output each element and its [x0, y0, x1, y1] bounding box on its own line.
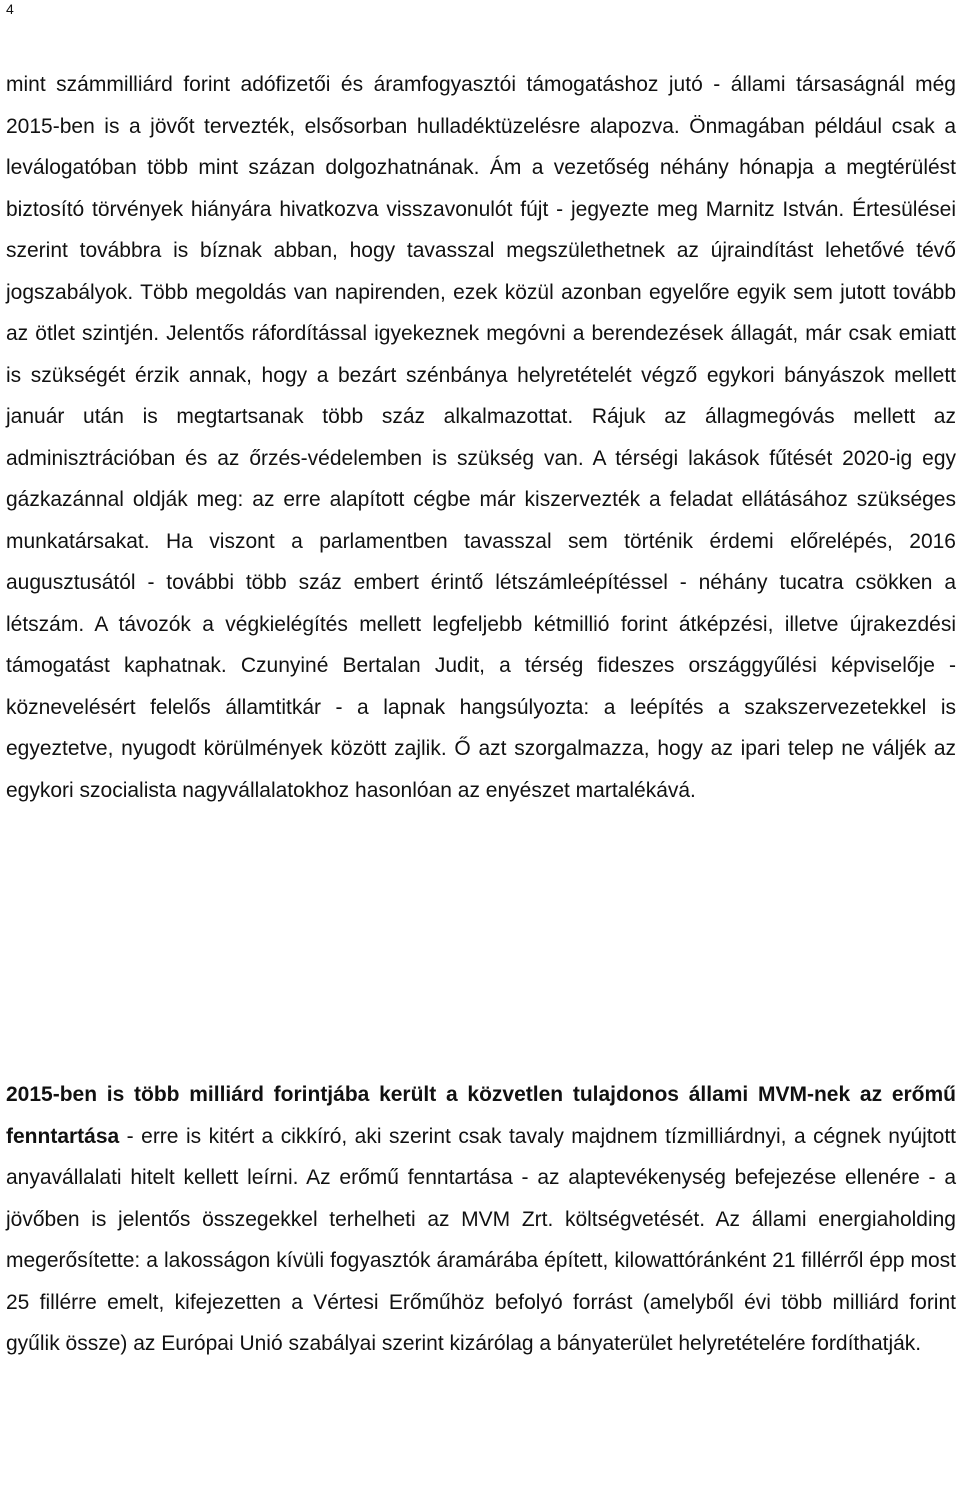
body-paragraph-2: [6, 1074, 956, 1365]
page-number: 4: [6, 1, 14, 17]
paragraph-2-text: - erre is kitért a cikkíró, aki szerint csak tavaly majdnem tízmilliárdnyi, a cégnek nyújtott anyavállalati hitelt kellett leírni. Az erőmű fenntartása - az alaptevékenység befejezése ellenére - a jövőben is jelentős összegekkel terhelheti az MVM Zrt. költségvetését. Az állami energiaholding megerősítette: a lakosságon kívüli fogyasztók áramárába épített, kilowattóránként 21 fillérről épp most 25 fillérre emelt, kifejezetten a Vértesi Erőműhöz befolyó forrást (amelyből évi több milliárd forint gyűlik össze) az Európai Unió szabályai szerint kizárólag a bányaterület helyretételére fordíthatják.: [6, 1124, 956, 1355]
paragraph-2-bold-lead: 2015-ben is több milliárd forintjába került a közvetlen tulajdonos állami MVM-nek az erőmű fenntartása: [6, 1083, 956, 1148]
body-paragraph-1: mint számmilliárd forint adófizetői és áramfogyasztói támogatáshoz jutó - állami társaságnál még 2015-ben is a jövőt tervezték, elsősorban hulladéktüzelésre alapozva. Önmagában például csak a leválogatóban több mint százan dolgozhatnának. Ám a vezetőség néhány hónapja a megtérülést biztosító törvények hiányára hivatkozva visszavonulót fújt - jegyezte meg Marnitz István. Értesülései szerint továbbra is bíznak abban, hogy tavasszal megszülethetnek az újraindítást lehetővé tévő jogszabályok. Több megoldás van napirenden, ezek közül azonban egyelőre egyik sem jutott tovább az ötlet szintjén. Jelentős ráfordítással igyekeznek megóvni a berendezések állagát, már csak emiatt is szükségét érzik annak, hogy a bezárt szénbánya helyretételét végző egykori bányászok mellett január után is megtartsanak több száz alkalmazottat. Rájuk az állagmegóvás mellett az adminisztrációban és az őrzés-védelemben is szükség van. A térségi lakások fűtését 2020-ig egy gázkazánnal oldják meg: az erre alapított cégbe már kiszervezték a feladat ellátásához szükséges munkatársakat. Ha viszont a parlamentben tavasszal sem történik érdemi előrelépés, 2016 augusztusától - további több száz embert érintő létszámleépítéssel - néhány tucatra csökken a létszám. A távozók a végkielégítés mellett legfeljebb kétmillió forint átképzési, illetve újrakezdési támogatást kaphatnak. Czunyiné Bertalan Judit, a térség fideszes országgyűlési képviselője - köznevelésért felelős államtitkár - a lapnak hangsúlyozta: a leépítés a szakszervezetekkel is egyeztetve, nyugodt körülmények között zajlik. Ő azt szorgalmazza, hogy az ipari telep ne váljék az egykori szocialista nagyvállalatokhoz hasonlóan az enyészet martalékává.: [6, 73, 956, 802]
